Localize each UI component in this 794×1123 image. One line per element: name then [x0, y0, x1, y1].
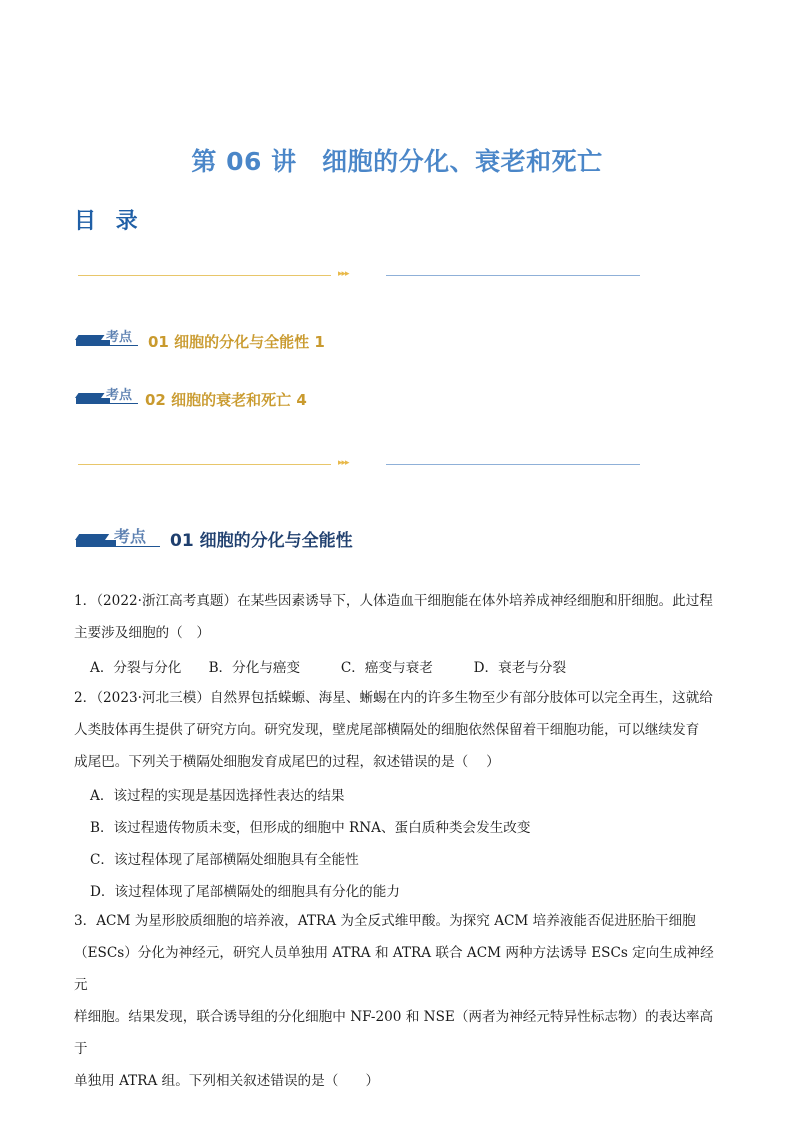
- question-line: 成尾巴。下列关于横隔处细胞发育成尾巴的过程，叙述错误的是（ ）: [74, 754, 500, 770]
- question-2-option-d: D．该过程体现了尾部横隔处的细胞具有分化的能力: [90, 884, 400, 900]
- question-line: 人类肢体再生提供了研究方向。研究发现，壁虎尾部横隔处的细胞依然保留着干细胞功能，可以继续发育: [74, 722, 700, 738]
- toc-entry-2[interactable]: 02 细胞的衰老和死亡 4: [145, 391, 307, 409]
- kaodian-badge-label: 考点: [106, 388, 133, 403]
- question-3: [74, 905, 722, 1097]
- question-line: 单独用 ATRA 组。下列相关叙述错误的是（ ）: [74, 1073, 380, 1089]
- divider-bottom: [78, 459, 640, 471]
- divider-line-right: [386, 464, 640, 465]
- kaodian-badge: [76, 386, 138, 404]
- page-title: 第 06 讲 细胞的分化、衰老和死亡: [191, 147, 603, 176]
- arrows-icon: ▸▸▸: [338, 458, 349, 468]
- question-line: 2．（2023·河北三模）自然界包括蝾螈、海星、蜥蜴在内的许多生物至少有部分肢体可以完全再生，这就给: [74, 690, 713, 706]
- arrows-icon: ▸▸▸: [338, 269, 349, 279]
- question-line: 样细胞。结果发现，联合诱导组的分化细胞中 NF-200 和 NSE（两者为神经元特异性标志物）的表达率高于: [74, 1009, 714, 1057]
- question-2-option-a: A．该过程的实现是基因选择性表达的结果: [90, 788, 345, 804]
- question-line: 1．（2022·浙江高考真题）在某些因素诱导下，人体造血干细胞能在体外培养成神经细胞和肝细胞。此过程: [74, 593, 713, 609]
- divider-line-left: [78, 464, 331, 465]
- section-title: 01 细胞的分化与全能性: [170, 531, 353, 551]
- section-badge: [76, 527, 160, 547]
- question-1: [74, 585, 722, 649]
- section-badge-label: 考点: [114, 527, 147, 546]
- divider-line-left: [78, 275, 331, 276]
- kaodian-badge: [76, 328, 138, 346]
- question-line: 3．ACM 为星形胶质细胞的培养液，ATRA 为全反式维甲酸。为探究 ACM 培养液能否促进胚胎干细胞: [74, 913, 696, 929]
- question-2-option-c: C．该过程体现了尾部横隔处细胞具有全能性: [90, 852, 359, 868]
- question-2-option-b: B．该过程遗传物质未变，但形成的细胞中 RNA、蛋白质种类会发生改变: [90, 820, 531, 836]
- divider-top: [78, 270, 640, 282]
- question-line: 主要涉及细胞的（ ）: [74, 625, 210, 641]
- question-1-options: A．分裂与分化 B．分化与癌变 C．癌变与衰老 D．衰老与分裂: [90, 660, 567, 676]
- toc-heading: 目 录: [74, 209, 144, 234]
- divider-line-right: [386, 275, 640, 276]
- question-line: （ESCs）分化为神经元，研究人员单独用 ATRA 和 ATRA 联合 ACM 两种方法诱导 ESCs 定向生成神经元: [74, 945, 714, 993]
- kaodian-badge-label: 考点: [106, 330, 133, 345]
- toc-entry-1[interactable]: 01 细胞的分化与全能性 1: [148, 333, 325, 351]
- question-2: [74, 682, 722, 778]
